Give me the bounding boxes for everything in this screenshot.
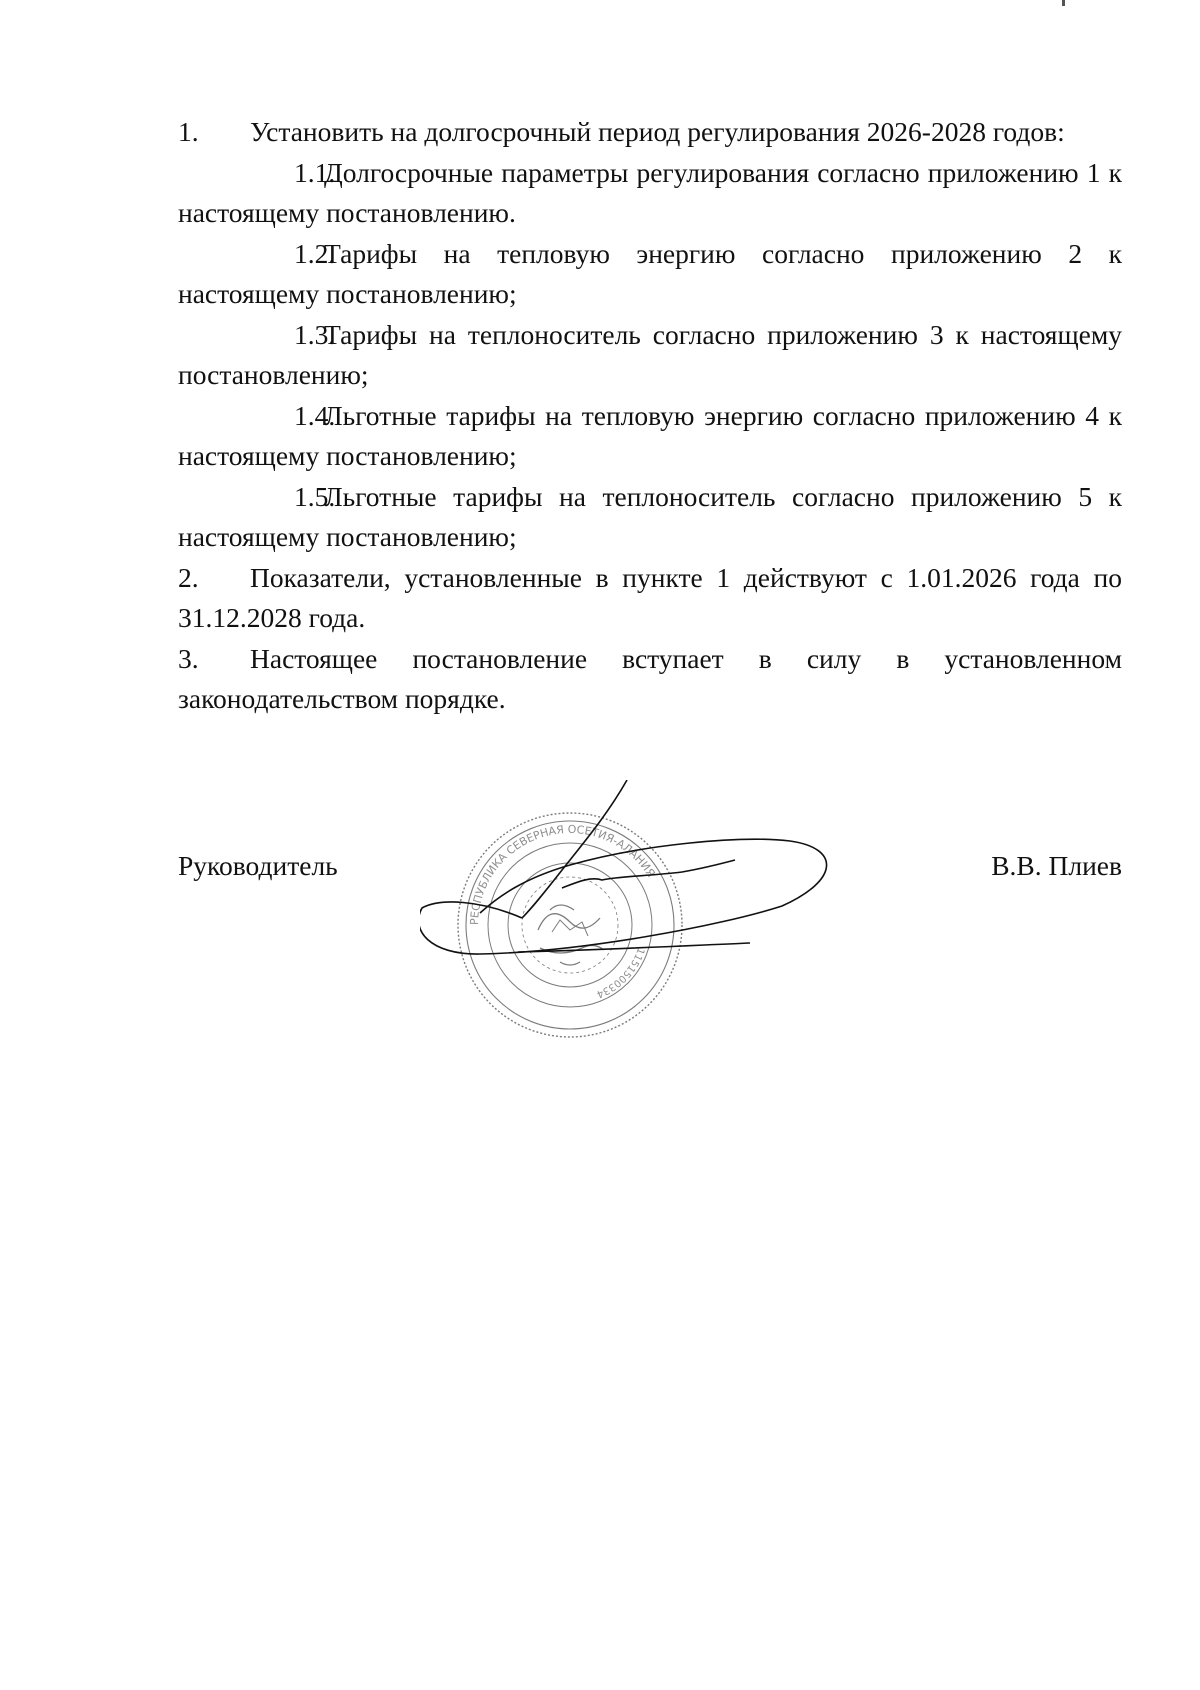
official-seal-icon [420, 780, 920, 1080]
signatory-name: В.В. Плиев [991, 850, 1122, 881]
subitem-text: Долгосрочные параметры регулирования согласно приложению 1 к настоящему постановлению. [178, 156, 1122, 228]
item-number: 2. [178, 561, 199, 593]
subitem-1-5 [178, 477, 1122, 558]
subitem-number: 1.1. [294, 156, 336, 188]
item-2 [178, 558, 1122, 639]
subitem-number: 1.4. [294, 399, 336, 431]
corner-mark [1062, 0, 1065, 6]
seal-number-text: 1151500334 [594, 946, 647, 1000]
item-number: 3. [178, 642, 199, 674]
item-text: Показатели, установленные в пункте 1 действуют с 1.01.2026 года по 31.12.2028 года. [178, 561, 1122, 633]
subitem-1-4 [178, 396, 1122, 477]
item-3 [178, 639, 1122, 720]
signatory-position: Руководитель [178, 850, 338, 881]
subitem-text: Льготные тарифы на тепловую энергию согласно приложению 4 к настоящему постановлению; [178, 399, 1122, 471]
stamp-and-signature [420, 780, 920, 1080]
seal-ring-text-line: РЕСПУБЛИКА СЕВЕРНАЯ ОСЕТИЯ-АЛАНИЯ [467, 822, 658, 926]
svg-text:РЕСПУБЛИКА СЕВЕРНАЯ ОСЕТИЯ-АЛА [468, 823, 658, 925]
document-body [178, 112, 1122, 720]
seal-icon [458, 813, 682, 1037]
subitem-number: 1.5. [294, 480, 336, 512]
subitem-1-3 [178, 315, 1122, 396]
item-text: Установить на долгосрочный период регулирования 2026-2028 годов: [250, 116, 1065, 147]
seal-ring-text [468, 823, 658, 1000]
subitem-text: Тарифы на теплоноситель согласно приложению 3 к настоящему постановлению; [178, 318, 1122, 390]
signature-icon [420, 780, 827, 954]
item-number: 1. [178, 116, 199, 147]
subitem-text: Тарифы на тепловую энергию согласно приложению 2 к настоящему постановлению; [178, 237, 1122, 309]
subitem-number: 1.3. [294, 318, 336, 350]
subitem-1-2 [178, 234, 1122, 315]
subitem-text: Льготные тарифы на теплоноситель согласно приложению 5 к настоящему постановлению; [178, 480, 1122, 552]
subitem-number: 1.2. [294, 237, 336, 269]
item-1 [178, 112, 1122, 153]
item-text: Настоящее постановление вступает в силу в установленном законодательством порядке. [178, 642, 1122, 714]
svg-text:1151500334 [595, 946, 646, 999]
subitem-1-1 [178, 153, 1122, 234]
